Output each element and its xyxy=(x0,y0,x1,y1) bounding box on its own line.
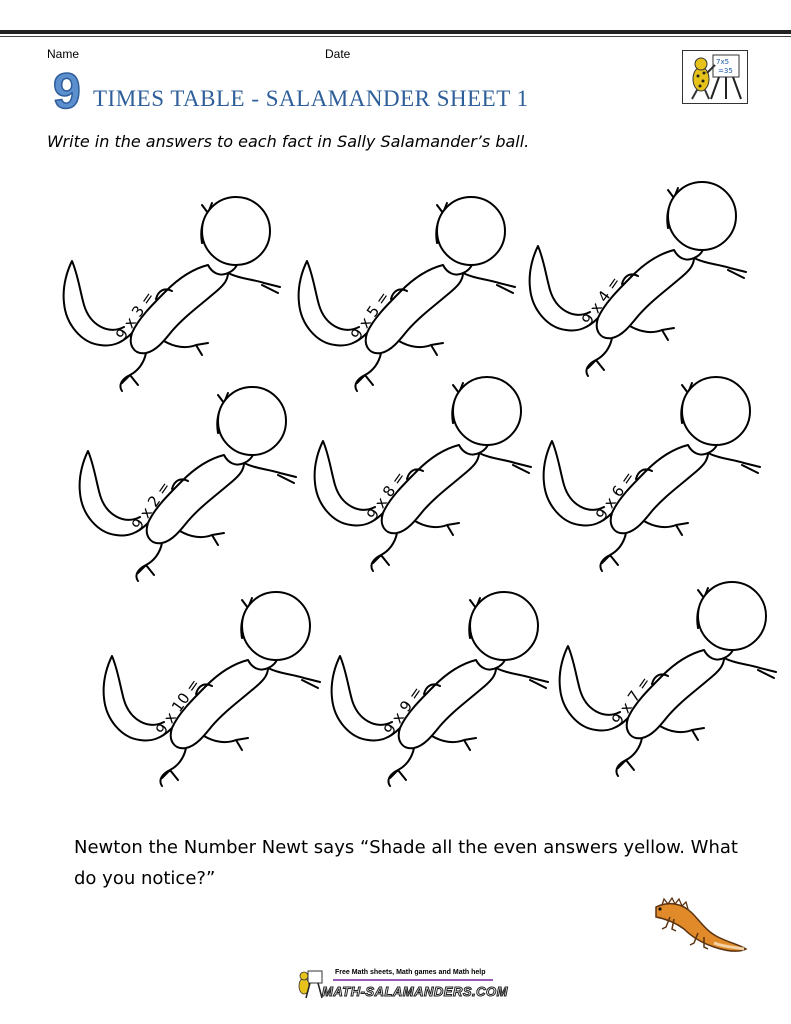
salamander-illustration xyxy=(303,375,543,585)
logo-text-2: =35 xyxy=(718,67,733,75)
newton-newt-illustration xyxy=(648,893,748,963)
salamander-fact-card xyxy=(287,195,527,405)
fact-label: 9 x 10 = xyxy=(152,675,204,739)
math-salamanders-logo xyxy=(682,50,748,104)
footer-logo-icon xyxy=(296,969,324,999)
salamander-illustration xyxy=(320,590,560,800)
answer-ball[interactable] xyxy=(202,197,270,265)
salamander-fact-card xyxy=(532,375,772,585)
top-rule xyxy=(0,30,791,34)
salamander-fact-card xyxy=(320,590,560,800)
big-number: 9 xyxy=(53,63,81,119)
teacher-salamander-icon xyxy=(683,51,747,103)
salamander-illustration xyxy=(68,385,308,595)
logo-text-1: 7x5 xyxy=(716,58,730,66)
salamander-illustration xyxy=(548,580,788,790)
footer-tagline: Free Math sheets, Math games and Math help xyxy=(335,969,486,976)
answer-ball[interactable] xyxy=(242,592,310,660)
newton-instruction: Newton the Number Newt says “Shade all the even answers yellow. What do you notice?” xyxy=(74,837,738,889)
salamander-illustration xyxy=(532,375,772,585)
fact-label: 9 x 3 = xyxy=(112,288,159,344)
answer-ball[interactable] xyxy=(218,387,286,455)
fact-label: 9 x 7 = xyxy=(608,673,655,729)
salamander-fact-card xyxy=(303,375,543,585)
fact-label: 9 x 2 = xyxy=(128,478,175,534)
footer-site-link[interactable]: MATH-SALAMANDERS.COM xyxy=(322,984,508,999)
page-title: TIMES TABLE - SALAMANDER SHEET 1 xyxy=(93,86,529,111)
salamander-fact-card xyxy=(52,195,292,405)
fact-label: 9 x 5 = xyxy=(347,288,394,344)
salamander-illustration xyxy=(52,195,292,405)
salamander-fact-card xyxy=(92,590,332,800)
salamander-fact-card xyxy=(548,580,788,790)
answer-ball[interactable] xyxy=(668,182,736,250)
answer-ball[interactable] xyxy=(682,377,750,445)
answer-ball[interactable] xyxy=(453,377,521,445)
top-rule-thin xyxy=(0,36,791,37)
answer-ball[interactable] xyxy=(698,582,766,650)
answer-ball[interactable] xyxy=(437,197,505,265)
salamander-fact-card xyxy=(518,180,758,390)
salamander-fact-card xyxy=(68,385,308,595)
name-label: Name xyxy=(47,47,80,61)
answer-ball[interactable] xyxy=(470,592,538,660)
fact-label: 9 x 9 = xyxy=(380,683,427,739)
instruction-text: Write in the answers to each fact in Sally Salamander’s ball. xyxy=(47,132,530,151)
salamander-illustration xyxy=(287,195,527,405)
footer-divider xyxy=(333,979,493,981)
fact-label: 9 x 4 = xyxy=(578,273,625,329)
salamander-illustration xyxy=(518,180,758,390)
fact-label: 9 x 6 = xyxy=(592,468,639,524)
date-label: Date xyxy=(325,47,351,61)
salamander-illustration xyxy=(92,590,332,800)
fact-label: 9 x 8 = xyxy=(363,468,410,524)
